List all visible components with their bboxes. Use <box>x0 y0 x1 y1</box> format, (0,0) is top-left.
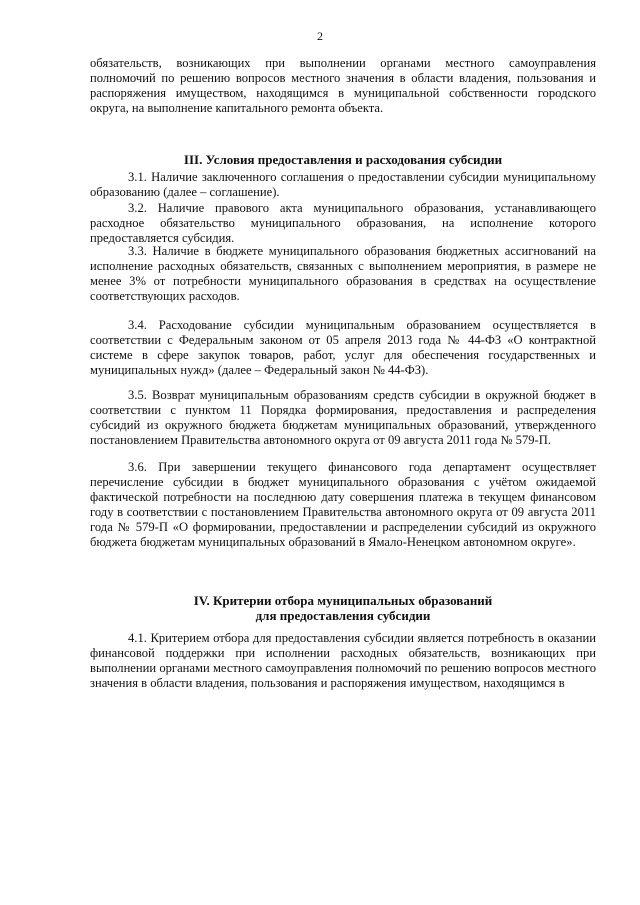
paragraph-3-3-block <box>90 244 596 304</box>
paragraph-4-1-block <box>90 631 596 691</box>
paragraph-3-3: 3.3. Наличие в бюджете муниципального образования бюджетных ассигнований на исполнение расходных обязательств, связанных с выполнением мероприятия, в размере не менее 3% от потребности муниципального образования в средствах на осуществление соответствующих расходов. <box>90 244 596 303</box>
intro-paragraph-block <box>90 56 596 116</box>
paragraph-4-1: 4.1. Критерием отбора для предоставления субсидии является потребность в оказании финансовой поддержки при исполнении расходных обязательств, возникающих при выполнении органами местного самоуправления полномочий по решению вопросов местного значения в области владения, пользования и распоряжения имуществом, находящимся в <box>90 631 596 690</box>
paragraph-3-2-block <box>90 201 596 246</box>
paragraph-3-4-block <box>90 318 596 378</box>
paragraph-3-1-block <box>90 170 596 200</box>
paragraph-3-5: 3.5. Возврат муниципальным образованиям средств субсидии в окружной бюджет в соответствии с пунктом 11 Порядка формирования, предоставления и распределения субсидий из окружного бюджета бюджетам муниципальных образований, утвержденного постановлением Правительства автономного округа от 09 августа 2011 года № 579-П. <box>90 388 596 447</box>
paragraph-3-4: 3.4. Расходование субсидии муниципальным образованием осуществляется в соответствии с Федеральным законом от 05 апреля 2013 года № 44-ФЗ «О контрактной системе в сфере закупок товаров, работ, услуг для обеспечения государственных и муниципальных нужд» (далее – Федеральный закон № 44-ФЗ). <box>90 318 596 377</box>
section-4-heading-block <box>90 593 596 623</box>
intro-paragraph: обязательств, возникающих при выполнении органами местного самоуправления полномочий по решению вопросов местного значения в области владения, пользования и распоряжения имуществом, находящимся в муниципальной собственности городского округа, на выполнение капитального ремонта объекта. <box>90 56 596 115</box>
page-number: 2 <box>317 29 323 43</box>
paragraph-3-6: 3.6. При завершении текущего финансового года департамент осуществляет перечисление субсидии в бюджет муниципального образования с учётом ожидаемой фактической потребности на последнюю дату совершения платежа в текущем финансовом году в соответствии с постановлением Правительства автономного округа от 09 августа 2011 года № 579-П «О формировании, предоставлении и распределении субсидий из окружного бюджета бюджетам муниципальных образований в Ямало-Ненецком автономном округе». <box>90 460 596 549</box>
paragraph-3-5-block <box>90 388 596 448</box>
paragraph-3-2: 3.2. Наличие правового акта муниципального образования, устанавливающего расходное обязательство муниципального образования, на исполнение которого предоставляется субсидия. <box>90 201 596 245</box>
paragraph-3-6-block <box>90 460 596 549</box>
section-3-heading-block <box>90 152 596 167</box>
section-4-heading-line-1: IV. Критерии отбора муниципальных образований <box>193 593 493 608</box>
section-4-heading-line-2: для предоставления субсидии <box>255 608 431 623</box>
paragraph-3-1: 3.1. Наличие заключенного соглашения о предоставлении субсидии муниципальному образованию (далее – соглашение). <box>90 170 596 199</box>
section-3-heading: III. Условия предоставления и расходования субсидии <box>183 152 503 167</box>
